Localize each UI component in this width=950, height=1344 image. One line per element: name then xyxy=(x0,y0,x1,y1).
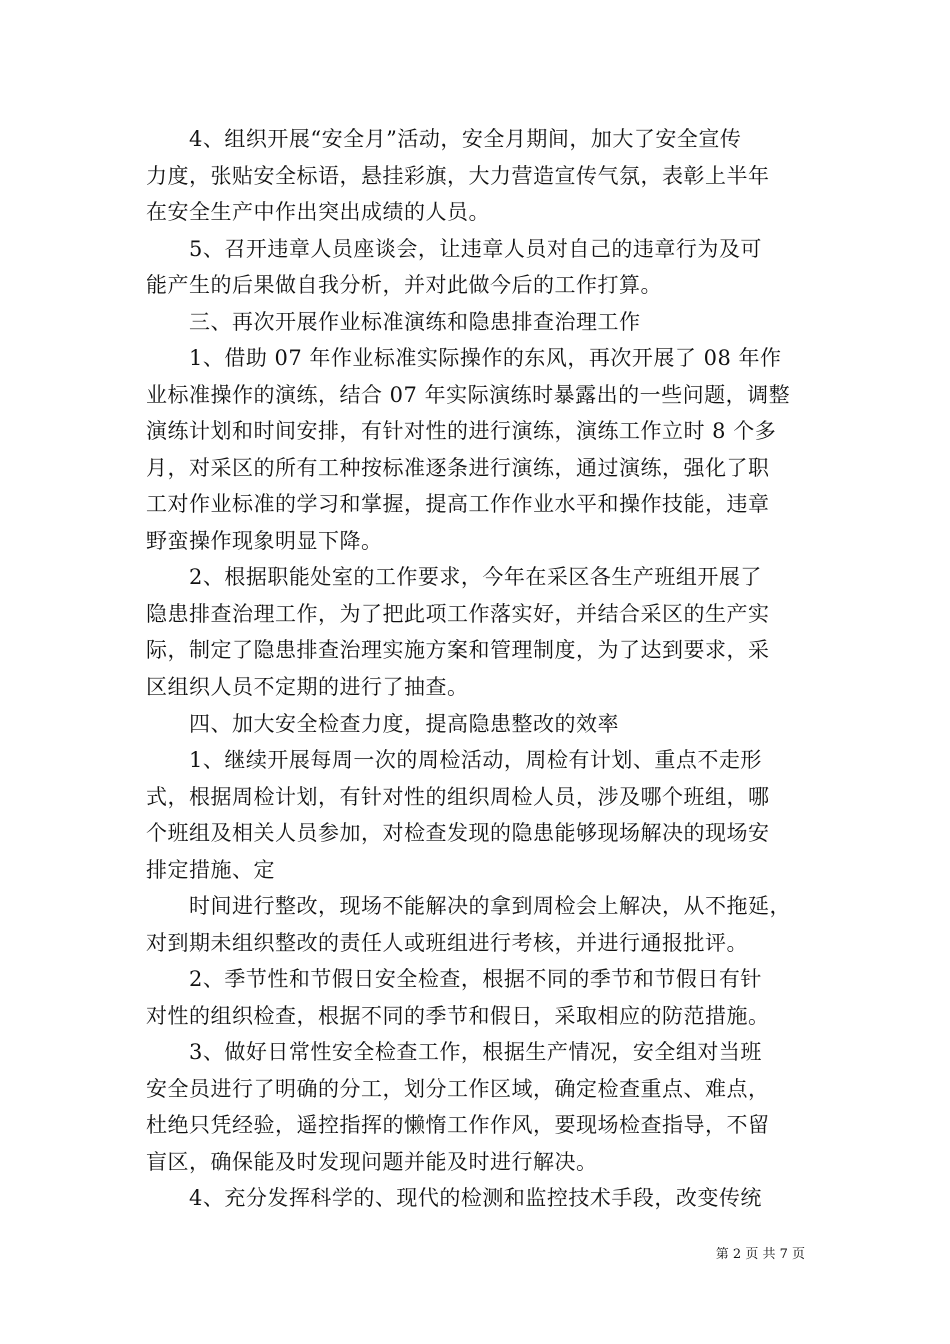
page-number: 第 2 页 共 7 页 xyxy=(715,1247,805,1262)
text-line: 1、借助 07 年作业标准实际操作的东风，再次开展了 08 年作 xyxy=(189,346,782,370)
text-line: 对到期未组织整改的责任人或班组进行考核，并进行通报批评。 xyxy=(146,931,748,955)
section-heading: 三、再次开展作业标准演练和隐患排查治理工作 xyxy=(189,310,641,334)
text-line: 杜绝只凭经验，遥控指挥的懒惰工作作风，要现场检查指导，不留 xyxy=(146,1113,770,1137)
text-line: 区组织人员不定期的进行了抽查。 xyxy=(146,675,469,699)
text-line: 工对作业标准的学习和掌握，提高工作作业水平和操作技能，违章 xyxy=(146,492,770,516)
text-line: 2、季节性和节假日安全检查，根据不同的季节和节假日有针 xyxy=(189,967,762,991)
text-line: 4、充分发挥科学的、现代的检测和监控技术手段，改变传统 xyxy=(189,1186,762,1210)
text-line: 力度，张贴安全标语，悬挂彩旗，大力营造宣传气氛，表彰上半年 xyxy=(146,164,770,188)
text-line: 际，制定了隐患排查治理实施方案和管理制度，为了达到要求，采 xyxy=(146,638,770,662)
section-heading: 四、加大安全检查力度，提高隐患整改的效率 xyxy=(189,712,619,736)
text-line: 月，对采区的所有工种按标准逐条进行演练，通过演练，强化了职 xyxy=(146,456,770,480)
text-line: 隐患排查治理工作，为了把此项工作落实好，并结合采区的生产实 xyxy=(146,602,770,626)
text-line: 安全员进行了明确的分工，划分工作区域，确定检查重点、难点， xyxy=(146,1077,770,1101)
text-line: 盲区，确保能及时发现问题并能及时进行解决。 xyxy=(146,1150,598,1174)
text-line: 能产生的后果做自我分析，并对此做今后的工作打算。 xyxy=(146,273,662,297)
text-line: 业标准操作的演练，结合 07 年实际演练时暴露出的一些问题，调整 xyxy=(146,383,791,407)
text-line: 3、做好日常性安全检查工作，根据生产情况，安全组对当班 xyxy=(189,1040,762,1064)
text-line: 演练计划和时间安排，有针对性的进行演练，演练工作立时 8 个多 xyxy=(146,419,777,443)
text-line: 4、组织开展“安全月”活动，安全月期间，加大了安全宣传 xyxy=(189,127,742,151)
text-line: 5、召开违章人员座谈会，让违章人员对自己的违章行为及可 xyxy=(189,237,762,261)
text-line: 对性的组织检查，根据不同的季节和假日，采取相应的防范措施。 xyxy=(146,1004,770,1028)
text-line: 在安全生产中作出突出成绩的人员。 xyxy=(146,200,490,224)
text-line: 式，根据周检计划，有针对性的组织周检人员，涉及哪个班组，哪 xyxy=(146,785,770,809)
text-line: 排定措施、定 xyxy=(146,858,275,882)
text-line: 野蛮操作现象明显下降。 xyxy=(146,529,383,553)
text-line: 时间进行整改，现场不能解决的拿到周检会上解决，从不拖延， xyxy=(189,894,791,918)
text-line: 1、继续开展每周一次的周检活动，周检有计划、重点不走形 xyxy=(189,748,762,772)
text-line: 个班组及相关人员参加，对检查发现的隐患能够现场解决的现场安 xyxy=(146,821,770,845)
text-line: 2、根据职能处室的工作要求，今年在采区各生产班组开展了 xyxy=(189,565,762,589)
